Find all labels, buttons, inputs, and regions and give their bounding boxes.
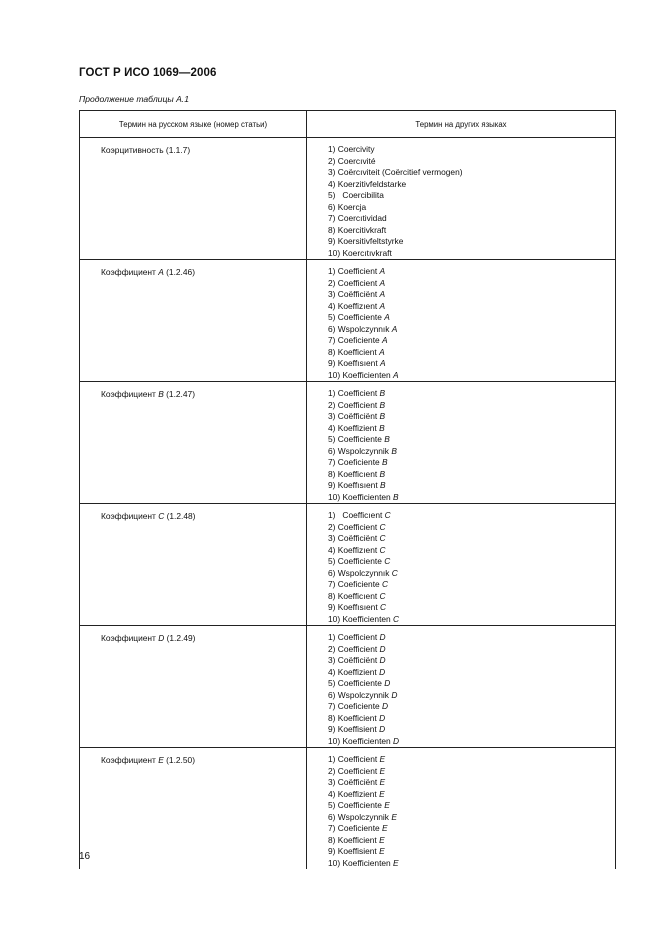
russian-term: Коэффициент А (1.2.46) xyxy=(101,267,195,277)
term-text: Koeffizient xyxy=(337,788,380,799)
russian-term-cell xyxy=(80,504,307,626)
term-text: Coefficient xyxy=(337,266,380,276)
term-text: Coefficiente xyxy=(337,312,385,322)
term-number: 3) xyxy=(328,655,336,665)
term-number: 5) xyxy=(328,678,336,688)
foreign-term-item xyxy=(328,347,615,359)
table-caption: Продолжение таблицы А.1 xyxy=(79,94,189,104)
term-letter: B xyxy=(379,468,386,479)
term-text: Koefficıent xyxy=(337,468,380,479)
russian-term: Коэффициент В (1.2.47) xyxy=(101,389,195,399)
foreign-term-item xyxy=(328,167,615,179)
term-text: Coeficiente xyxy=(337,335,383,345)
term-letter: C xyxy=(379,544,386,555)
foreign-term-item xyxy=(328,644,615,656)
foreign-term-item xyxy=(328,358,615,370)
term-number: 8) xyxy=(328,468,336,479)
term-letter: E xyxy=(391,811,397,822)
term-number: 3) xyxy=(328,533,336,543)
foreign-term-item xyxy=(328,724,615,736)
term-text: Coeficiente xyxy=(337,579,383,589)
term-number: 7) xyxy=(328,579,336,589)
term-text: Coefficient xyxy=(337,388,380,398)
term-number: 8) xyxy=(328,224,336,235)
term-number: 2) xyxy=(328,521,336,532)
table-row xyxy=(80,260,616,382)
foreign-term-item xyxy=(328,701,615,713)
foreign-term-item xyxy=(328,156,615,168)
term-text: Coëfficiënt xyxy=(337,289,380,299)
foreign-term-item xyxy=(328,754,615,766)
term-text: Koeffısıent xyxy=(337,480,380,490)
page-number: 16 xyxy=(79,851,91,862)
term-text: Koefficienten xyxy=(342,613,394,624)
term-letter: D xyxy=(382,701,389,711)
term-number: 2) xyxy=(328,765,336,776)
term-letter: A xyxy=(379,346,385,357)
term-text: Coëfficiënt xyxy=(337,777,380,787)
term-letter: E xyxy=(379,834,385,845)
foreign-term-item xyxy=(328,370,615,382)
russian-term-cell xyxy=(80,382,307,504)
term-text: Koeffısıent xyxy=(337,602,380,612)
term-letter: C xyxy=(379,533,386,543)
term-number: 4) xyxy=(328,422,336,433)
term-number: 1) xyxy=(328,144,336,154)
term-number: 4) xyxy=(328,544,336,555)
term-number: 2) xyxy=(328,155,336,166)
term-letter: A xyxy=(380,358,386,368)
term-letter: E xyxy=(379,754,386,764)
term-letter: B xyxy=(393,491,399,502)
foreign-term-item xyxy=(328,777,615,789)
foreign-term-item xyxy=(328,225,615,237)
term-letter: E xyxy=(393,857,399,868)
term-letter: C xyxy=(384,510,391,520)
foreign-term-item xyxy=(328,324,615,336)
term-text: Koercja xyxy=(337,201,367,212)
foreign-term-item xyxy=(328,678,615,690)
term-text: Koefficıent xyxy=(337,590,380,601)
terms-table xyxy=(79,110,616,869)
term-letter: C xyxy=(391,567,398,578)
term-letter: B xyxy=(379,411,386,421)
term-number: 4) xyxy=(328,300,336,311)
term-letter: B xyxy=(379,388,386,398)
term-text: Coercıvité xyxy=(337,155,376,166)
term-letter: E xyxy=(382,823,388,833)
foreign-term-item xyxy=(328,144,615,156)
term-number: 2) xyxy=(328,643,336,654)
table-row xyxy=(80,504,616,626)
term-number: 2) xyxy=(328,277,336,288)
foreign-term-item xyxy=(328,388,615,400)
term-number: 4) xyxy=(328,178,336,189)
term-text: Coeficiente xyxy=(337,457,383,467)
foreign-term-item xyxy=(328,835,615,847)
foreign-term-item xyxy=(328,655,615,667)
foreign-term-item xyxy=(328,858,615,870)
term-text: Coefficient xyxy=(337,754,380,764)
term-number: 10) xyxy=(328,369,341,380)
term-text: Wspolczynnık xyxy=(337,567,392,578)
russian-term-cell xyxy=(80,626,307,748)
foreign-terms-cell xyxy=(307,748,616,870)
term-number: 9) xyxy=(328,602,336,612)
foreign-term-item xyxy=(328,278,615,290)
term-number: 9) xyxy=(328,724,336,734)
term-text: Coercıtividad xyxy=(337,213,387,223)
term-letter: B xyxy=(384,434,390,444)
foreign-term-item xyxy=(328,556,615,568)
term-number: 8) xyxy=(328,834,336,845)
term-letter: D xyxy=(379,666,386,677)
term-letter: D xyxy=(379,632,386,642)
term-text: Coefficıent xyxy=(337,510,385,520)
term-number: 1) xyxy=(328,754,336,764)
term-letter: С xyxy=(158,511,165,521)
foreign-terms-list xyxy=(307,626,615,747)
term-letter: A xyxy=(382,335,388,345)
term-number: 9) xyxy=(328,846,336,856)
term-number: 7) xyxy=(328,457,336,467)
term-letter: B xyxy=(379,399,386,410)
term-letter: A xyxy=(384,312,390,322)
foreign-terms-cell xyxy=(307,504,616,626)
term-letter: A xyxy=(379,300,386,311)
foreign-term-item xyxy=(328,480,615,492)
foreign-term-item xyxy=(328,266,615,278)
foreign-term-item xyxy=(328,579,615,591)
russian-term: Коэрцитивность (1.1.7) xyxy=(101,145,191,155)
foreign-term-item xyxy=(328,713,615,725)
foreign-term-item xyxy=(328,179,615,191)
term-letter: C xyxy=(380,602,387,612)
term-number: 1) xyxy=(328,266,336,276)
term-number: 3) xyxy=(328,411,336,421)
foreign-term-item xyxy=(328,312,615,324)
term-text: Koercıtıvkraft xyxy=(342,247,392,258)
foreign-term-item xyxy=(328,632,615,644)
foreign-term-item xyxy=(328,736,615,748)
term-text: Koeffisient xyxy=(337,846,380,856)
russian-term-cell xyxy=(80,138,307,260)
term-number: 1) xyxy=(328,510,336,520)
term-letter: B xyxy=(380,480,386,490)
foreign-terms-list xyxy=(307,138,615,259)
term-text: Koefficienten xyxy=(342,857,394,868)
term-text: Coefficient xyxy=(337,632,380,642)
term-text: Coefficient xyxy=(337,399,380,410)
foreign-term-item xyxy=(328,335,615,347)
russian-term-cell xyxy=(80,260,307,382)
foreign-terms-cell xyxy=(307,382,616,504)
term-letter: D xyxy=(379,655,386,665)
term-number: 5) xyxy=(328,434,336,444)
term-letter: E xyxy=(379,765,386,776)
term-text: Koefficient xyxy=(337,712,380,723)
term-text: Koeffizıent xyxy=(337,544,380,555)
term-letter: A xyxy=(379,289,386,299)
foreign-term-item xyxy=(328,766,615,778)
foreign-term-item xyxy=(328,423,615,435)
term-text: Coefficient xyxy=(337,643,380,654)
foreign-term-item xyxy=(328,800,615,812)
foreign-term-item xyxy=(328,591,615,603)
term-number: 3) xyxy=(328,167,336,177)
table-row xyxy=(80,382,616,504)
foreign-term-item xyxy=(328,434,615,446)
term-letter: A xyxy=(379,266,386,276)
term-letter: E xyxy=(379,846,385,856)
foreign-term-item xyxy=(328,690,615,702)
term-number: 10) xyxy=(328,735,341,746)
term-letter: D xyxy=(379,724,386,734)
term-text: Coefficient xyxy=(337,277,380,288)
term-text: Coeficiente xyxy=(337,701,383,711)
term-number: 6) xyxy=(328,567,336,578)
term-letter: C xyxy=(393,613,400,624)
foreign-terms-cell xyxy=(307,260,616,382)
term-number: 6) xyxy=(328,811,336,822)
term-letter: E xyxy=(379,788,385,799)
term-letter: C xyxy=(379,590,386,601)
term-letter: D xyxy=(393,735,400,746)
term-number: 7) xyxy=(328,823,336,833)
term-text: Coefficient xyxy=(337,521,380,532)
term-letter: A xyxy=(391,323,398,334)
term-number: 1) xyxy=(328,632,336,642)
term-text: Wspolczynnik xyxy=(337,811,392,822)
term-number: 8) xyxy=(328,346,336,357)
column-header-russian: Термин на русском языке (номер статьи) xyxy=(80,111,307,138)
term-number: 7) xyxy=(328,213,336,223)
term-number: 6) xyxy=(328,323,336,334)
term-text: Coefficiente xyxy=(337,678,385,688)
term-text: Koerzitivfeldstarke xyxy=(337,178,407,189)
term-number: 7) xyxy=(328,335,336,345)
column-header-other-languages: Термин на других языках xyxy=(307,111,616,138)
russian-term: Коэффициент Е (1.2.50) xyxy=(101,755,195,765)
term-text: Koefficient xyxy=(337,834,380,845)
foreign-term-item xyxy=(328,213,615,225)
foreign-terms-list xyxy=(307,748,615,869)
term-text: Wspolczynnik xyxy=(337,689,392,700)
foreign-term-item xyxy=(328,568,615,580)
term-number: 4) xyxy=(328,666,336,677)
term-number: 10) xyxy=(328,613,341,624)
foreign-terms-list xyxy=(307,504,615,625)
foreign-term-item xyxy=(328,812,615,824)
term-text: Koefficienten xyxy=(342,735,394,746)
term-letter: E xyxy=(384,800,390,810)
term-letter: C xyxy=(382,579,389,589)
foreign-term-item xyxy=(328,667,615,679)
term-text: Coërcıviteit (Coërcitief vermogen) xyxy=(337,167,463,177)
term-text: Koeffizıent xyxy=(337,300,380,311)
table-header-row xyxy=(80,111,616,138)
term-letter: A xyxy=(379,277,386,288)
term-letter: C xyxy=(384,556,391,566)
foreign-term-item xyxy=(328,236,615,248)
table-row xyxy=(80,138,616,260)
term-number: 5) xyxy=(328,312,336,322)
term-text: Koeffizient xyxy=(337,666,380,677)
term-text: Coefficiente xyxy=(337,556,385,566)
russian-term: Коэффициент D (1.2.49) xyxy=(101,633,196,643)
term-text: Coëfficiënt xyxy=(337,655,380,665)
term-text: Coëfficiënt xyxy=(337,533,380,543)
term-text: Koefficienten xyxy=(342,369,394,380)
term-number: 5) xyxy=(328,190,336,200)
term-text: Coercibilita xyxy=(337,190,384,200)
foreign-term-item xyxy=(328,202,615,214)
term-letter: C xyxy=(379,521,386,532)
term-letter: D xyxy=(384,678,391,688)
term-text: Coefficiente xyxy=(337,800,385,810)
foreign-terms-list xyxy=(307,260,615,381)
term-letter: A xyxy=(393,369,399,380)
term-number: 10) xyxy=(328,247,341,258)
foreign-term-item xyxy=(328,602,615,614)
term-letter: D xyxy=(391,689,398,700)
term-text: Coëfficiënt xyxy=(337,411,380,421)
term-text: Koersitivfeltstyrke xyxy=(337,236,404,246)
foreign-term-item xyxy=(328,522,615,534)
term-number: 4) xyxy=(328,788,336,799)
term-number: 2) xyxy=(328,399,336,410)
foreign-term-item xyxy=(328,301,615,313)
term-text: Koefficient xyxy=(337,346,380,357)
table-row xyxy=(80,748,616,870)
term-text: Coeficiente xyxy=(337,823,383,833)
term-number: 8) xyxy=(328,712,336,723)
foreign-term-item xyxy=(328,545,615,557)
term-letter: B xyxy=(379,422,385,433)
foreign-term-item xyxy=(328,614,615,626)
foreign-term-item xyxy=(328,846,615,858)
foreign-term-item xyxy=(328,248,615,260)
term-letter: B xyxy=(382,457,388,467)
foreign-term-item xyxy=(328,510,615,522)
term-number: 7) xyxy=(328,701,336,711)
term-letter: А xyxy=(158,267,164,277)
term-text: Koeffizient xyxy=(337,422,380,433)
foreign-term-item xyxy=(328,823,615,835)
foreign-term-item xyxy=(328,469,615,481)
foreign-term-item xyxy=(328,789,615,801)
term-number: 5) xyxy=(328,556,336,566)
term-text: Wspolczynnik xyxy=(337,445,392,456)
term-number: 9) xyxy=(328,236,336,246)
term-number: 6) xyxy=(328,445,336,456)
term-text: Coefficient xyxy=(337,765,380,776)
foreign-term-item xyxy=(328,492,615,504)
term-number: 5) xyxy=(328,800,336,810)
term-text: Wspolczynnık xyxy=(337,323,392,334)
term-number: 6) xyxy=(328,689,336,700)
term-text: Koercitivkraft xyxy=(337,224,387,235)
russian-term-cell xyxy=(80,748,307,870)
term-letter: В xyxy=(158,389,164,399)
foreign-term-item xyxy=(328,400,615,412)
table-row xyxy=(80,626,616,748)
term-number: 3) xyxy=(328,777,336,787)
foreign-term-item xyxy=(328,446,615,458)
term-text: Koefficienten xyxy=(342,491,394,502)
foreign-term-item xyxy=(328,411,615,423)
term-letter: D xyxy=(379,712,386,723)
russian-term: Коэффициент С (1.2.48) xyxy=(101,511,196,521)
document-title: ГОСТ Р ИСО 1069—2006 xyxy=(79,67,217,79)
foreign-term-item xyxy=(328,289,615,301)
term-letter: E xyxy=(379,777,386,787)
term-letter: Е xyxy=(158,755,164,765)
foreign-terms-list xyxy=(307,382,615,503)
term-number: 10) xyxy=(328,857,341,868)
term-number: 9) xyxy=(328,358,336,368)
term-letter: B xyxy=(391,445,397,456)
foreign-term-item xyxy=(328,457,615,469)
term-number: 8) xyxy=(328,590,336,601)
term-number: 10) xyxy=(328,491,341,502)
term-letter: D xyxy=(379,643,386,654)
foreign-term-item xyxy=(328,533,615,545)
term-number: 3) xyxy=(328,289,336,299)
foreign-terms-cell xyxy=(307,626,616,748)
term-text: Koeffisient xyxy=(337,724,380,734)
term-text: Coefficiente xyxy=(337,434,385,444)
foreign-term-item xyxy=(328,190,615,202)
term-letter: D xyxy=(158,633,165,643)
term-number: 1) xyxy=(328,388,336,398)
term-number: 9) xyxy=(328,480,336,490)
term-text: Koeffısıent xyxy=(337,358,380,368)
foreign-terms-cell xyxy=(307,138,616,260)
term-text: Coercivity xyxy=(337,144,375,154)
term-number: 6) xyxy=(328,201,336,212)
